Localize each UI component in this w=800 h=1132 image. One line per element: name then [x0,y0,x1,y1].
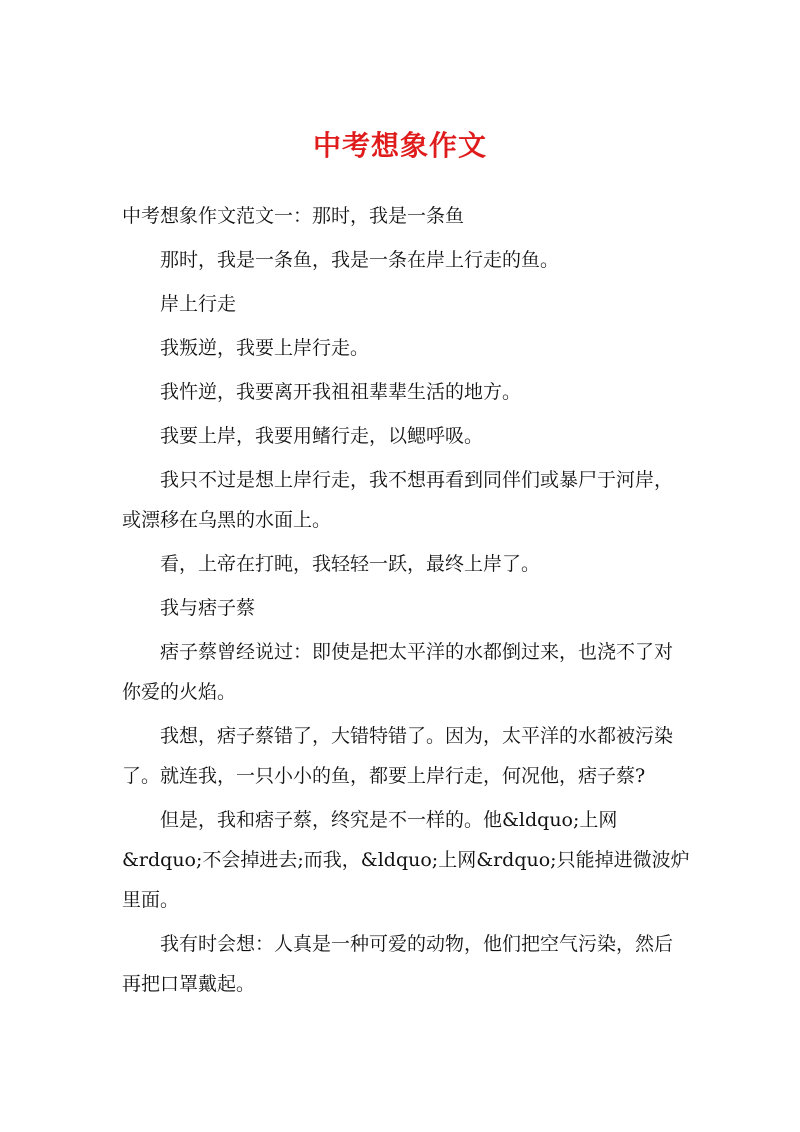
paragraph-heading: 中考想象作文范文一：那时，我是一条鱼 [122,205,465,227]
paragraph: 我要上岸，我要用鳍行走，以鳃呼吸。 [160,425,484,447]
paragraph: 我叛逆，我要上岸行走。 [160,337,370,359]
paragraph: 我只不过是想上岸行走，我不想再看到同伴们或暴尸于河岸，或漂移在乌黑的水面上。 [122,469,674,531]
paragraph: 痞子蔡曾经说过：即使是把太平洋的水都倒过来，也浇不了对你爱的火焰。 [122,641,674,703]
document-body [122,196,690,1008]
section-heading: 我与痞子蔡 [160,597,256,619]
paragraph: 但是，我和痞子蔡，终究是不一样的。他&ldquo;上网&rdquo;不会掉进去;而我，&ldquo;上网&rdquo;只能掉进微波炉里面。 [122,809,690,911]
paragraph: 我有时会想：人真是一种可爱的动物，他们把空气污染，然后再把口罩戴起。 [122,933,674,995]
paragraph: 我想，痞子蔡错了，大错特错了。因为，太平洋的水都被污染了。就连我，一只小小的鱼，都要上岸行走，何况他，痞子蔡? [122,725,674,787]
section-heading: 岸上行走 [160,293,237,315]
document-title: 中考想象作文 [312,129,487,162]
paragraph: 看，上帝在打盹，我轻轻一跃，最终上岸了。 [160,553,541,575]
paragraph: 我忤逆，我要离开我祖祖辈辈生活的地方。 [160,381,522,403]
paragraph: 那时，我是一条鱼，我是一条在岸上行走的鱼。 [160,249,560,271]
